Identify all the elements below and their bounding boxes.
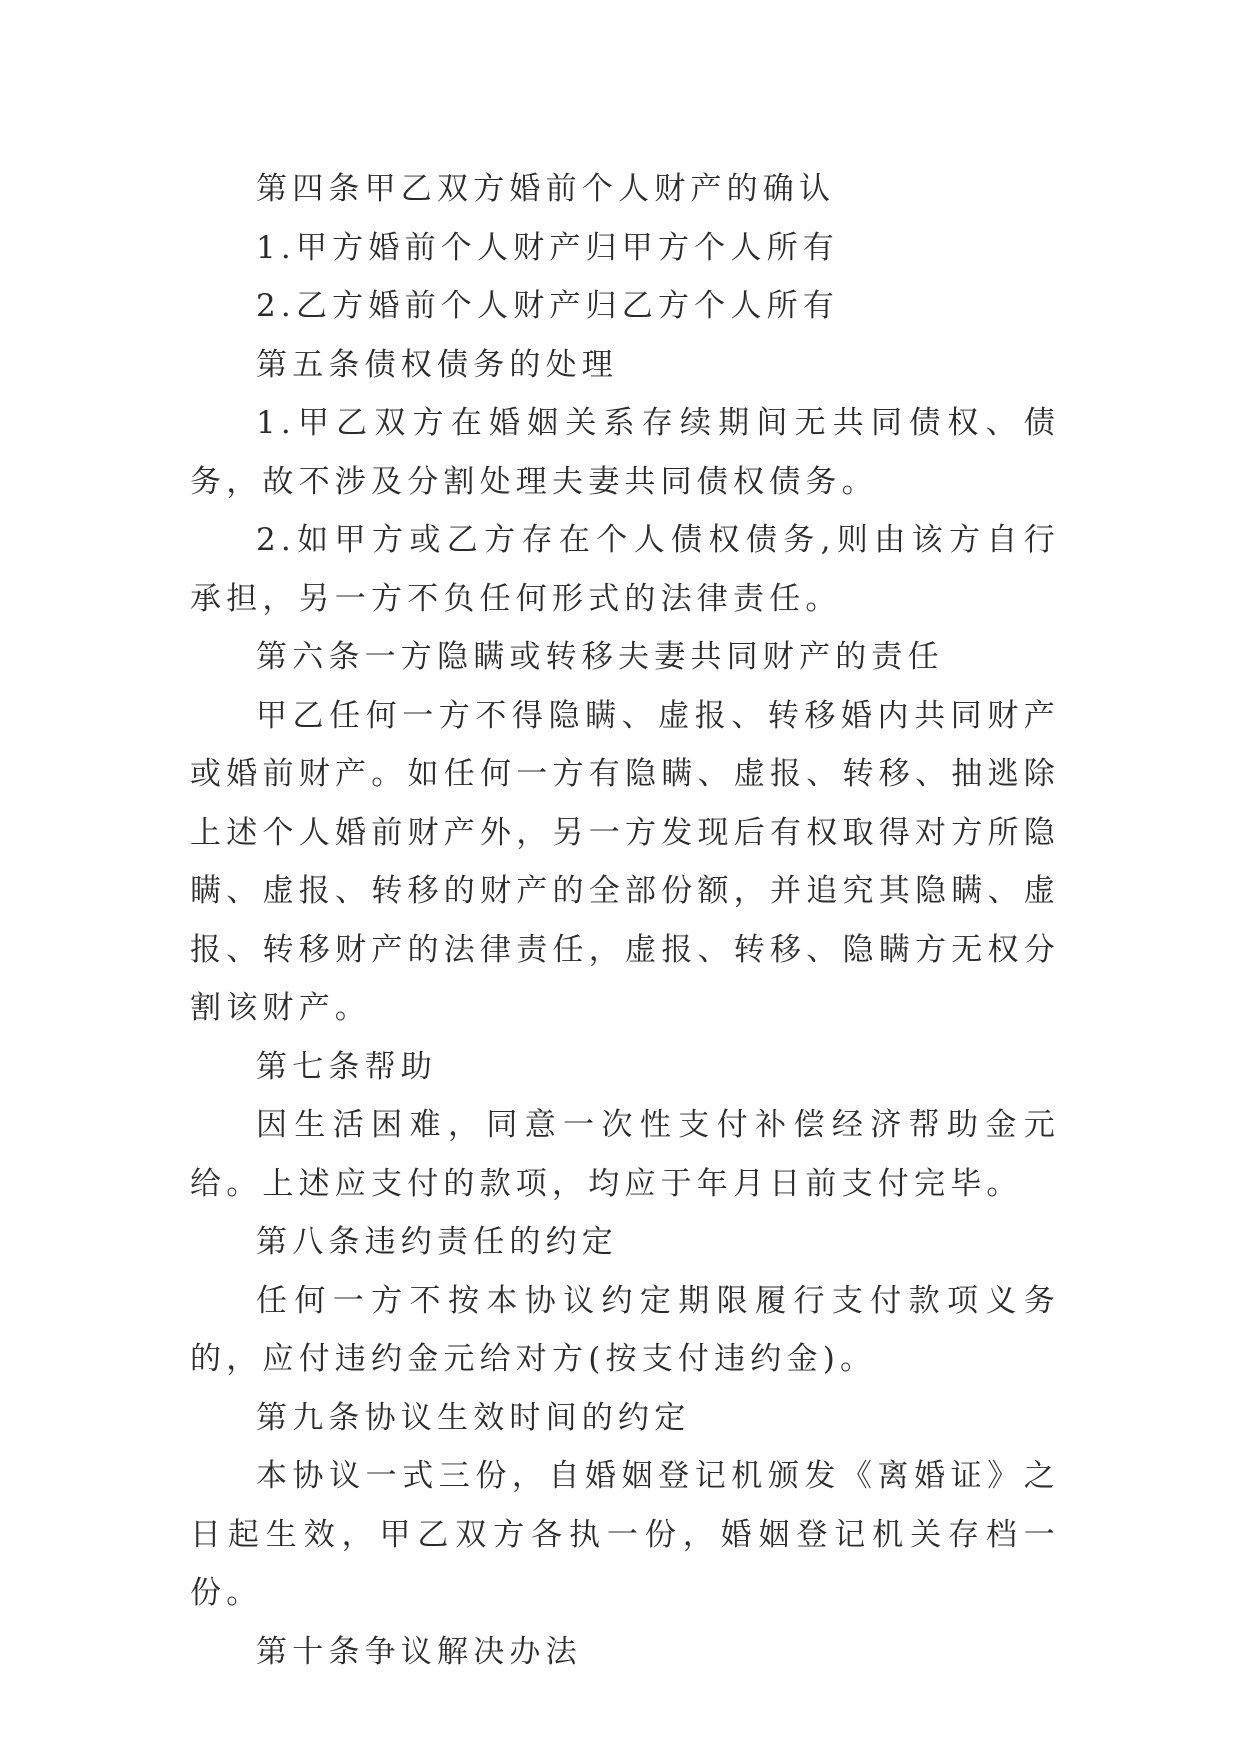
clause-5-2: 2.如甲方或乙方存在个人债权债务,则由该方自行承担，另一方不负任何形式的法律责任。 [190, 522, 1060, 617]
heading-article-7: 第七条帮助 [256, 1048, 437, 1085]
document-body [190, 160, 1060, 1681]
clause-7-body: 因生活困难，同意一次性支付补偿经济帮助金元给。上述应支付的款项，均应于年月日前支付完毕。 [190, 1107, 1060, 1202]
heading-article-8: 第八条违约责任的约定 [256, 1224, 618, 1260]
clause-6-body: 甲乙任何一方不得隐瞒、虚报、转移婚内共同财产或婚前财产。如任何一方有隐瞒、虚报、转移、抽逃除上述个人婚前财产外，另一方发现后有权取得对方所隐瞒、虚报、转移的财产的全部份额，并追究其隐瞒、虚报、转移财产的法律责任，虚报、转移、隐瞒方无权分割该财产。 [190, 697, 1060, 1026]
heading-article-4: 第四条甲乙双方婚前个人财产的确认 [256, 171, 836, 207]
heading-article-5: 第五条债权债务的处理 [256, 346, 618, 383]
clause-8-body: 任何一方不按本协议约定期限履行支付款项义务的，应付违约金元给对方(按支付违约金)。 [190, 1282, 1060, 1377]
clause-5-1: 1.甲乙双方在婚姻关系存续期间无共同债权、债务，故不涉及分割处理夫妻共同债权债务。 [190, 405, 1060, 500]
heading-article-9: 第九条协议生效时间的约定 [256, 1399, 691, 1436]
clause-4-1: 1.甲方婚前个人财产归甲方个人所有 [256, 229, 839, 266]
clause-9-body: 本协议一式三份，自婚姻登记机颁发《离婚证》之日起生效，甲乙双方各执一份，婚姻登记机关存档一份。 [190, 1458, 1060, 1611]
clause-4-2: 2.乙方婚前个人财产归乙方个人所有 [256, 288, 839, 324]
heading-article-6: 第六条一方隐瞒或转移夫妻共同财产的责任 [256, 639, 944, 675]
heading-article-10: 第十条争议解决办法 [256, 1633, 582, 1670]
